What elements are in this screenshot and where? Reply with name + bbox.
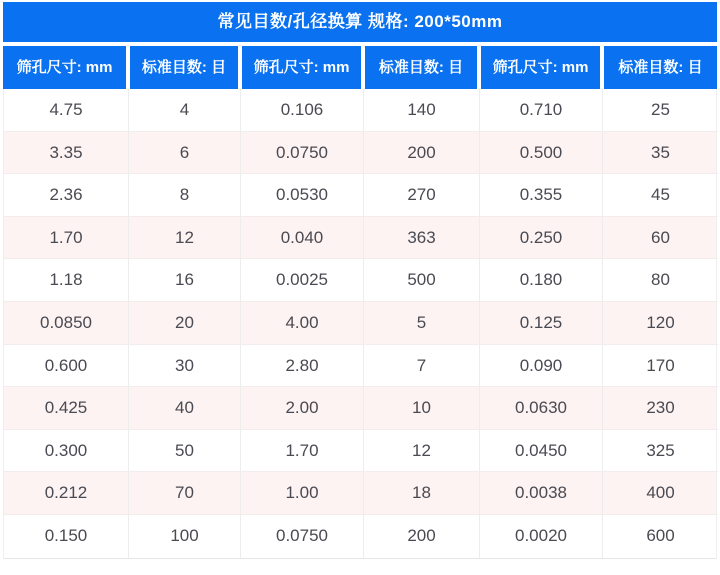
cell-aperture-value: 0.150	[4, 515, 129, 558]
cell-aperture-value: 0.0025	[241, 259, 364, 302]
cell-aperture-value: 4.00	[241, 302, 364, 345]
cell-aperture-value: 0.250	[480, 217, 603, 260]
cell-mesh-value: 80	[603, 259, 718, 302]
cell-aperture-value: 1.18	[4, 259, 129, 302]
cell-mesh-value: 170	[603, 345, 718, 388]
cell-aperture-value: 0.125	[480, 302, 603, 345]
cell-aperture-value: 2.36	[4, 174, 129, 217]
cell-mesh-value: 120	[603, 302, 718, 345]
cell-mesh-value: 100	[129, 515, 241, 558]
header-cell-aperture-mm: 筛孔尺寸: mm	[3, 46, 128, 89]
cell-aperture-value: 0.040	[241, 217, 364, 260]
cell-mesh-value: 363	[364, 217, 480, 260]
table-row	[4, 472, 716, 515]
table-row	[4, 387, 716, 430]
cell-mesh-value: 12	[129, 217, 241, 260]
cell-aperture-value: 0.0530	[241, 174, 364, 217]
cell-aperture-value: 0.0850	[4, 302, 129, 345]
cell-aperture-value: 0.090	[480, 345, 603, 388]
cell-aperture-value: 2.80	[241, 345, 364, 388]
cell-mesh-value: 200	[364, 132, 480, 175]
table-row	[4, 345, 716, 388]
cell-mesh-value: 400	[603, 472, 718, 515]
cell-mesh-value: 600	[646, 525, 675, 545]
cell-aperture-value: 2.00	[241, 387, 364, 430]
cell-mesh-value: 8	[129, 174, 241, 217]
cell-mesh-value: 50	[129, 430, 241, 473]
cell-mesh-value: 7	[364, 345, 480, 388]
cell-aperture-value: 0.500	[480, 132, 603, 175]
cell-mesh-value: 10	[364, 387, 480, 430]
table-body	[3, 89, 717, 559]
cell-aperture-value: 1.70	[241, 430, 364, 473]
header-cell-mesh-count: 标准目数: 目	[363, 46, 479, 89]
cell-mesh-value: 60	[603, 217, 718, 260]
table-row	[4, 217, 716, 260]
header-cell-aperture-mm: 筛孔尺寸: mm	[479, 46, 602, 89]
table-row	[4, 259, 716, 302]
cell-mesh-value: 500	[364, 259, 480, 302]
cell-aperture-value: 0.106	[241, 89, 364, 132]
cell-mesh-value: 40	[129, 387, 241, 430]
table-row	[4, 430, 716, 473]
table-row	[4, 302, 716, 345]
cell-mesh-value: 200	[364, 515, 480, 558]
cell-aperture-value: 4.75	[4, 89, 129, 132]
cell-aperture-value: 0.0750	[241, 132, 364, 175]
cell-mesh-value: 4	[129, 89, 241, 132]
cell-aperture-value: 0.212	[4, 472, 129, 515]
cell-aperture-value: 0.355	[480, 174, 603, 217]
cell-aperture-value: 0.0038	[480, 472, 603, 515]
header-cell-mesh-count: 标准目数: 目	[602, 46, 717, 89]
cell-aperture-value: 0.180	[480, 259, 603, 302]
cell-aperture-value: 0.0750	[241, 515, 364, 558]
cell-mesh-value: 12	[364, 430, 480, 473]
table-title: 常见目数/孔径换算 规格: 200*50mm	[3, 2, 717, 42]
cell-mesh-value: 20	[129, 302, 241, 345]
cell-mesh-value: 16	[129, 259, 241, 302]
cell-aperture-value: 3.35	[4, 132, 129, 175]
cell-mesh-value: 35	[603, 132, 718, 175]
cell-aperture-value: 0.0020	[480, 515, 603, 558]
cell-mesh-value: 70	[129, 472, 241, 515]
cell-mesh-value: 140	[364, 89, 480, 132]
cell-aperture-value: 0.0630	[480, 387, 603, 430]
cell-mesh-value: 5	[364, 302, 480, 345]
cell-mesh-value: 30	[129, 345, 241, 388]
cell-aperture-value: 0.0450	[480, 430, 603, 473]
cell-mesh-value: 270	[364, 174, 480, 217]
table-header-row	[3, 46, 717, 89]
table-row	[4, 515, 716, 558]
cell-mesh-value: 6	[129, 132, 241, 175]
cell-mesh-value: 230	[603, 387, 718, 430]
cell-aperture-value: 1.00	[241, 472, 364, 515]
header-cell-mesh-count: 标准目数: 目	[128, 46, 240, 89]
cell-aperture-value: 0.600	[4, 345, 129, 388]
cell-aperture-value: 0.425	[4, 387, 129, 430]
cell-aperture-value: 1.70	[4, 217, 129, 260]
header-cell-aperture-mm: 筛孔尺寸: mm	[240, 46, 363, 89]
cell-mesh-value: 18	[364, 472, 480, 515]
cell-aperture-value: 0.710	[480, 89, 603, 132]
table-row	[4, 132, 716, 175]
cell-mesh-value: 45	[603, 174, 718, 217]
cell-mesh-value: 325	[603, 430, 718, 473]
cell-aperture-value: 0.300	[4, 430, 129, 473]
table-row	[4, 174, 716, 217]
table-row	[4, 89, 716, 132]
cell-mesh-value: 25	[603, 89, 718, 132]
